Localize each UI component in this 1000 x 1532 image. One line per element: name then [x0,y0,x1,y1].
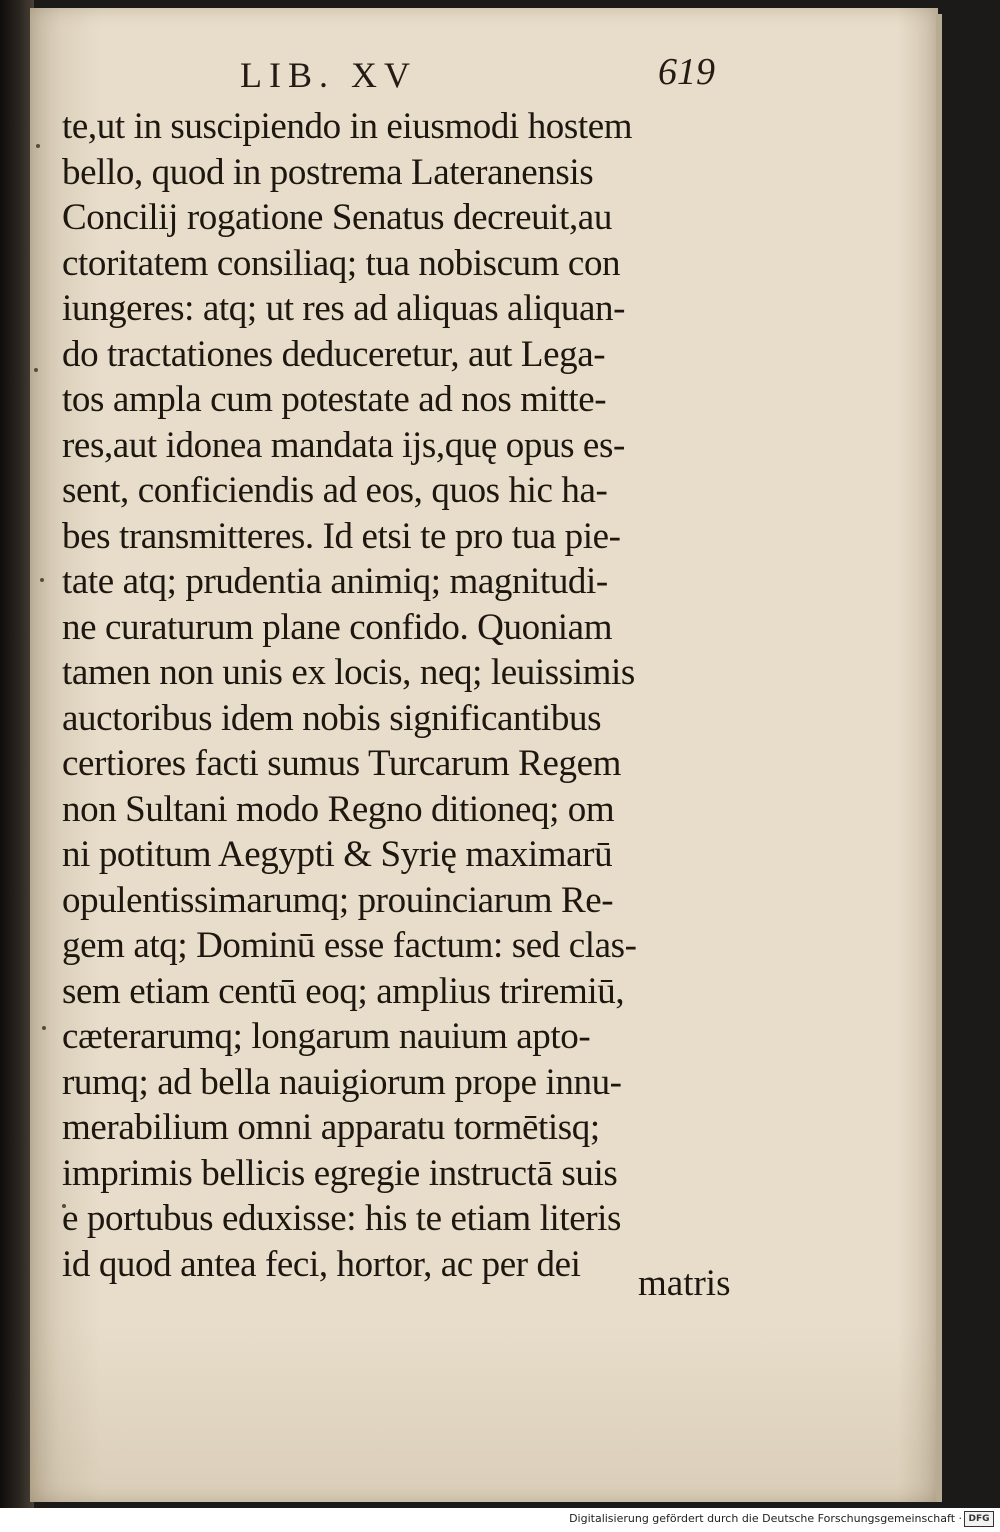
text-line: rumq; ad bella nauigiorum prope innu- [62,1061,622,1103]
text-line: opulentissimarumq; prouinciarum Re- [62,879,614,921]
text-line: auctoribus idem nobis significantibus [62,697,602,739]
page-fore-edge [936,14,942,1502]
text-line: tos ampla cum potestate ad nos mitte- [62,379,607,420]
text-line: tamen non unis ex locis, neq; leuissimis [62,652,635,693]
text-line: bello, quod in postrema Lateranensis [62,151,594,193]
text-line: certiores facti sumus Turcarum Regem [62,743,621,784]
text-line: cæterarumq; longarum nauium apto- [62,1016,591,1057]
text-block [62,104,752,1287]
text-line: ne curaturum plane confido. Quoniam [62,606,613,648]
text-line: imprimis bellicis egregie instructā suis [62,1152,618,1194]
text-line: iungeres: atq; ut res ad aliquas aliquan- [62,288,626,329]
margin-mark [34,368,38,372]
running-head: LIB. XV [240,55,417,95]
text-line: ctoritatem consiliaq; tua nobiscum con [62,242,621,284]
text-line: res,aut idonea mandata ijs,quę opus es- [62,424,625,466]
text-line: e portubus eduxisse: his te etiam literis [62,1198,622,1239]
text-line: gem atq; Dominū esse factum: sed clas- [62,925,637,966]
margin-mark [42,1026,46,1030]
text-line: ni potitum Aegypti & Syrię maximarū [62,834,613,875]
text-line: te,ut in suscipiendo in eiusmodi hostem [62,106,633,147]
dfg-logo: DFG [964,1511,994,1527]
folio-number: 619 [658,51,715,93]
text-line: bes transmitteres. Id etsi te pro tua pie- [62,515,621,557]
book-binding-edge [0,0,34,1508]
margin-mark [40,578,44,582]
text-line: merabilium omni apparatu tormētisq; [62,1107,600,1148]
margin-mark [36,144,40,148]
funding-credit: Digitalisierung gefördert durch die Deutsche Forschungsgemeinschaft · [569,1512,962,1525]
text-line: Concilij rogatione Senatus decreuit,au [62,197,612,238]
text-line: id quod antea feci, hortor, ac per dei [62,1243,581,1285]
catchword: matris [638,1263,731,1304]
text-line: tate atq; prudentia animiq; magnitudi- [62,561,608,602]
text-line: non Sultani modo Regno ditioneq; om [62,788,615,830]
text-line: sem etiam centū eoq; amplius triremiū, [62,970,625,1012]
text-line: sent, conficiendis ad eos, quos hic ha- [62,470,608,511]
text-line: do tractationes deduceretur, aut Lega- [62,333,606,375]
